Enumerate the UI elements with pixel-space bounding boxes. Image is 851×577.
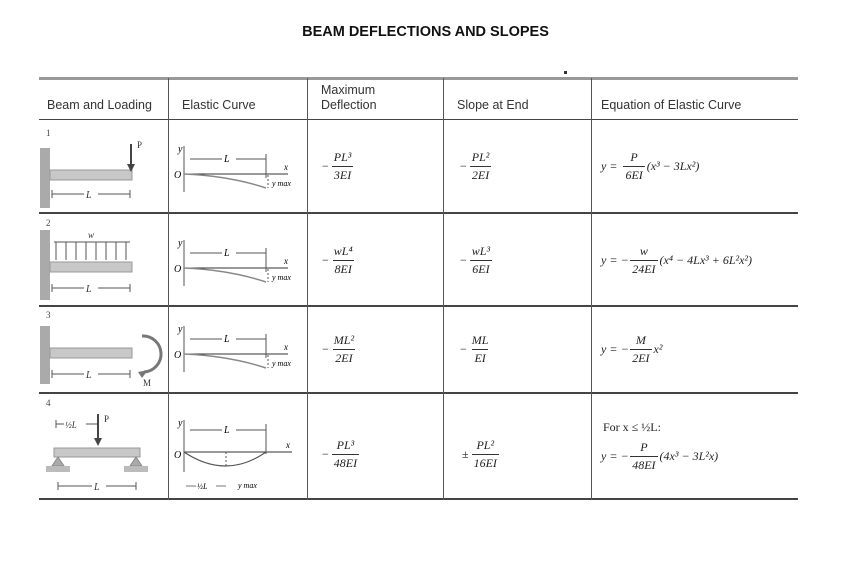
numerator: PL² — [476, 438, 495, 452]
elastic-curve-4 — [170, 414, 305, 494]
max-deflection-4: − $\frac{\text{PL³}}{48EI}$ — [322, 438, 358, 470]
elastic-equation-4: y = − $\frac{P}{48EI}$ (4x³ − 3L²x) — [601, 440, 719, 472]
elastic-equation-3: y = − $\frac{M}{2EI}$ x² — [601, 333, 663, 365]
numerator: w — [639, 244, 648, 258]
row-rule-2 — [39, 305, 798, 307]
pin-support-base — [46, 466, 70, 472]
load-label: P — [104, 414, 110, 424]
row-number: 2 — [46, 218, 51, 228]
span-label: L — [86, 370, 92, 381]
numerator: PL³ — [336, 438, 355, 452]
row-number: 4 — [46, 398, 51, 408]
stray-dot — [564, 71, 567, 74]
max-deflection-3: − $\frac{\text{ML²}}{2EI}$ — [322, 333, 355, 365]
col-divider-1 — [168, 78, 169, 500]
span-label: L — [94, 482, 100, 493]
col-divider-4 — [591, 78, 592, 500]
numerator: wL⁴ — [333, 244, 353, 258]
elastic-equation-2: y = − $\frac{w}{24EI}$ (x⁴ − 4Lx³ + 6L²x²) — [601, 244, 753, 276]
deflected-curve — [184, 452, 266, 466]
length-label: L — [224, 248, 230, 259]
numerator: PL² — [471, 150, 490, 164]
numerator: P — [640, 440, 648, 454]
row-rule-3 — [39, 392, 798, 394]
half-length-label: ½L — [197, 482, 208, 491]
row-number: 1 — [46, 128, 51, 138]
header-max-1: Maximum — [321, 83, 376, 97]
x-axis-label: x — [284, 342, 288, 352]
length-label: L — [224, 425, 230, 436]
span-label: L — [86, 190, 92, 201]
row-rule-1 — [39, 212, 798, 214]
elastic-curve-1 — [170, 140, 305, 210]
moment-arrowhead — [138, 370, 148, 378]
x-axis-label: x — [284, 256, 288, 266]
elastic-equation-1: y = $\frac{P}{6EI}$ (x³ − 3Lx²) — [601, 150, 700, 182]
denominator: 3EI — [333, 168, 352, 182]
denominator: 6EI — [472, 262, 490, 276]
ymax-label: y max — [238, 481, 257, 490]
slope-at-end-1: − $\frac{\text{PL²}}{2EI}$ — [460, 150, 490, 182]
header-rule — [39, 119, 798, 120]
beam-diagram-4 — [42, 408, 167, 496]
equation-condition: For x ≤ ½L: — [603, 420, 661, 434]
page-title: BEAM DEFLECTIONS AND SLOPES — [302, 24, 549, 40]
beam-diagram-2 — [40, 220, 165, 305]
header-slope: Slope at End — [457, 98, 529, 112]
origin-label: O — [174, 350, 182, 361]
elastic-curve-2 — [170, 234, 305, 304]
half-span-label: ½L — [65, 420, 77, 430]
numerator: PL³ — [333, 150, 352, 164]
header-max-2: Deflection — [321, 98, 377, 112]
load-label: P — [137, 140, 143, 150]
origin-label: O — [174, 170, 182, 181]
origin-label: O — [174, 264, 182, 275]
col-divider-2 — [307, 78, 308, 500]
y-axis-label: y — [178, 418, 183, 429]
denominator: 16EI — [473, 456, 497, 470]
length-label: L — [224, 154, 230, 165]
deflected-curve — [184, 354, 266, 368]
denominator: 2EI — [335, 351, 353, 365]
deflected-curve — [184, 268, 266, 282]
denominator: 48EI — [333, 456, 358, 470]
table-top-rule — [39, 77, 798, 80]
numerator: ML² — [333, 333, 355, 347]
y-axis-label: y — [178, 238, 183, 249]
ymax-label: y max — [272, 359, 291, 368]
max-deflection-1: − $\frac{\text{PL³}}{3EI}$ — [322, 150, 352, 182]
header-equation: Equation of Elastic Curve — [601, 98, 742, 112]
pin-support — [52, 457, 64, 466]
header-curve: Elastic Curve — [182, 98, 256, 112]
max-deflection-2: − $\frac{\text{wL⁴}}{8EI}$ — [322, 244, 353, 276]
denominator: 2EI — [632, 351, 650, 365]
moment-arrow — [142, 336, 161, 372]
roller-support-base — [124, 466, 148, 472]
denominator: 24EI — [632, 262, 656, 276]
denominator: 8EI — [334, 262, 352, 276]
denominator: 6EI — [625, 168, 643, 182]
denominator: 2EI — [471, 168, 490, 182]
y-axis-label: y — [178, 144, 183, 155]
col-divider-3 — [443, 78, 444, 500]
beam — [50, 348, 132, 358]
roller-support — [130, 457, 142, 466]
ymax-label: y max — [272, 273, 291, 282]
beam-diagram-1 — [40, 130, 165, 210]
distributed-load-arrows — [56, 242, 126, 260]
ymax-label: y max — [272, 179, 291, 188]
beam-diagram-3 — [40, 320, 165, 390]
elastic-curve-3 — [170, 320, 305, 390]
numerator: wL³ — [471, 244, 491, 258]
numerator: M — [635, 333, 646, 347]
beam — [50, 170, 132, 180]
span-label: L — [86, 284, 92, 295]
wall-support — [40, 326, 50, 384]
beam — [54, 448, 140, 457]
deflected-curve — [184, 174, 266, 188]
denominator: 48EI — [632, 458, 656, 472]
length-label: L — [224, 334, 230, 345]
wall-support — [40, 230, 50, 300]
load-label: w — [88, 230, 95, 240]
slope-at-end-4: ± $\frac{\text{PL²}}{16EI}$ — [462, 438, 497, 470]
x-axis-label: x — [286, 440, 290, 450]
numerator: P — [630, 150, 638, 164]
wall-support — [40, 148, 50, 208]
load-label: M — [143, 378, 152, 388]
numerator: ML — [471, 333, 489, 347]
denominator: EI — [474, 351, 486, 365]
header-beam: Beam and Loading — [47, 98, 152, 112]
y-axis-label: y — [178, 324, 183, 335]
table-bottom-rule — [39, 498, 798, 500]
slope-at-end-3: − $\frac{ML}{EI}$ — [460, 333, 489, 365]
x-axis-label: x — [284, 162, 288, 172]
beam — [50, 262, 132, 272]
load-arrowhead — [94, 438, 102, 446]
origin-label: O — [174, 450, 182, 461]
slope-at-end-2: − $\frac{\text{wL³}}{6EI}$ — [460, 244, 491, 276]
row-number: 3 — [46, 310, 51, 320]
